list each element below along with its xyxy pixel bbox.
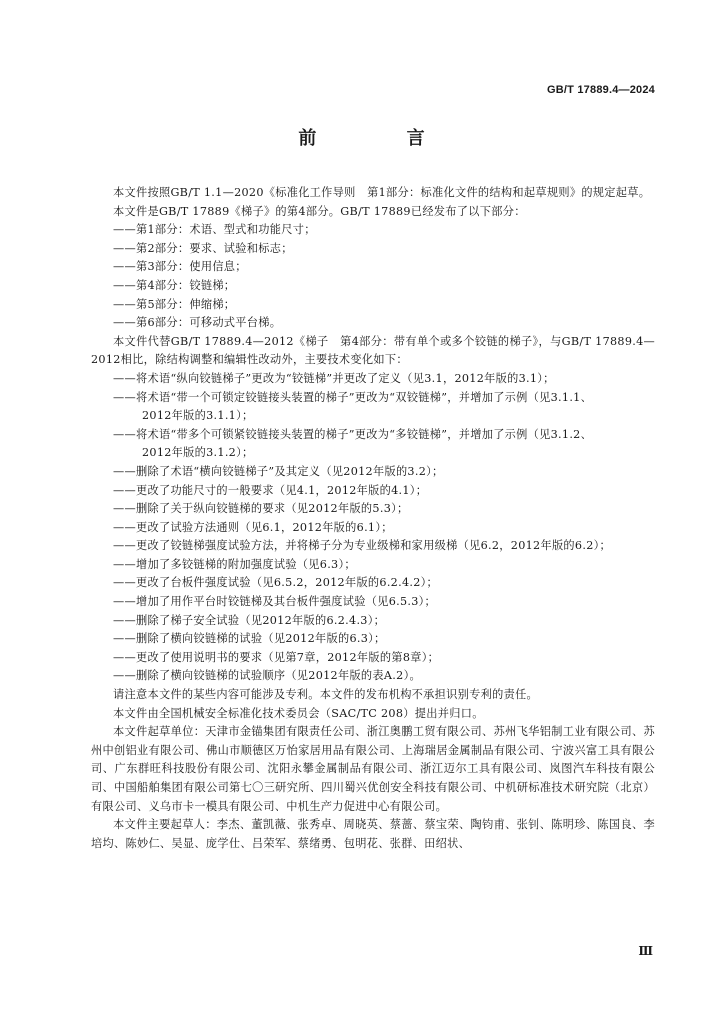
list-item: ——更改了使用说明书的要求（见第7章，2012年版的第8章）； [113, 650, 440, 664]
paragraph: 本文件起草单位：天津市金锚集团有限责任公司、浙江奥鹏工贸有限公司、苏州飞华铝制工业有限公司、苏州中创铝业有限公司、佛山市顺德区万怡家居用品有限公司、上海瑞居金属制品有限公司、宁波兴富工具有限公司、广东群旺科技股份有限公司、沈阳永攀金属制品有限公司、浙江迈尔工具有限公司、岚图汽车科技有限公司、中国船舶集团有限公司第七〇三研究所、四川蜀兴优创安全科技有限公司、中机研标准技术研究院（北京）有限公司、义乌市卡一模具有限公司、中机生产力促进中心有限公司。 [91, 725, 655, 813]
foreword-body [91, 184, 655, 853]
list-item: ——删除了横向铰链梯的试验顺序（见2012年版的表A.2）。 [113, 669, 421, 683]
list-item: ——第6部分：可移动式平台梯。 [113, 316, 282, 330]
standard-code: GB/T 17889.4—2024 [547, 84, 655, 96]
list-item: ——第5部分：伸缩梯； [113, 297, 236, 311]
paragraph: 本文件代替GB/T 17889.4—2012《梯子 第4部分：带有单个或多个铰链的梯子》，与GB/T 17889.4—2012相比，除结构调整和编辑性改动外，主要技术变化如下： [91, 334, 655, 367]
list-item: ——增加了多铰链梯的附加强度试验（见6.3）； [113, 557, 356, 571]
section-title: 前 言 [298, 128, 467, 149]
list-item: ——将术语“带一个可锁定铰链接头装置的梯子”更改为“双铰链梯”，并增加了示例（见3.1.1、 [113, 390, 593, 404]
list-item: ——更改了台板件强度试验（见6.5.2，2012年版的6.2.4.2）； [113, 576, 439, 590]
list-item: 2012年版的3.1.2）； [142, 446, 254, 460]
list-item: ——第1部分：术语、型式和功能尺寸； [113, 223, 316, 237]
paragraph: 本文件按照GB/T 1.1—2020《标准化工作导则 第1部分：标准化文件的结构和起草规则》的规定起草。 [113, 186, 651, 199]
list-item: ——更改了铰链梯强度试验方法，并将梯子分为专业级梯和家用级梯（见6.2，2012年版的6.2）； [113, 539, 611, 553]
list-item: ——删除了术语“横向铰链梯子”及其定义（见2012年版的3.2）； [113, 464, 444, 478]
list-item: ——将术语“带多个可锁紧铰链接头装置的梯子”更改为“多铰链梯”，并增加了示例（见3.1.2、 [113, 427, 593, 441]
list-item: ——删除了关于纵向铰链梯的要求（见2012年版的5.3）； [113, 502, 409, 516]
list-item: ——更改了试验方法通则（见6.1，2012年版的6.1）； [113, 520, 393, 534]
paragraph: 本文件是GB/T 17889《梯子》的第4部分。GB/T 17889已经发布了以下部分： [113, 204, 526, 218]
list-item: ——删除了横向铰链梯的试验（见2012年版的6.3）； [113, 632, 386, 646]
paragraph: 本文件主要起草人：李杰、董凯薇、张秀卓、周晓英、蔡蔷、蔡宝荣、陶钧甫、张钊、陈明珍、陈国良、李培均、陈妙仁、吴显、庞学仕、吕荣军、蔡绪勇、包明花、张群、田绍状、 [91, 818, 655, 850]
paragraph: 请注意本文件的某些内容可能涉及专利。本文件的发布机构不承担识别专利的责任。 [113, 688, 539, 702]
list-item: ——第3部分：使用信息； [113, 260, 247, 274]
list-item: ——第2部分：要求、试验和标志； [113, 241, 293, 255]
list-item: ——增加了用作平台时铰链梯及其台板件强度试验（见6.5.3）； [113, 595, 437, 609]
list-item: ——更改了功能尺寸的一般要求（见4.1，2012年版的4.1）； [113, 483, 428, 497]
list-item: ——第4部分：铰链梯； [113, 278, 236, 292]
list-item: ——将术语“纵向铰链梯子”更改为“铰链梯”并更改了定义（见3.1，2012年版的3.1）； [113, 371, 555, 385]
list-item: ——删除了梯子安全试验（见2012年版的6.2.4.3）； [113, 613, 386, 627]
paragraph: 本文件由全国机械安全标准化技术委员会（SAC/TC 208）提出并归口。 [113, 706, 484, 720]
list-item: 2012年版的3.1.1）； [142, 409, 254, 423]
page-number: Ⅲ [638, 944, 653, 958]
